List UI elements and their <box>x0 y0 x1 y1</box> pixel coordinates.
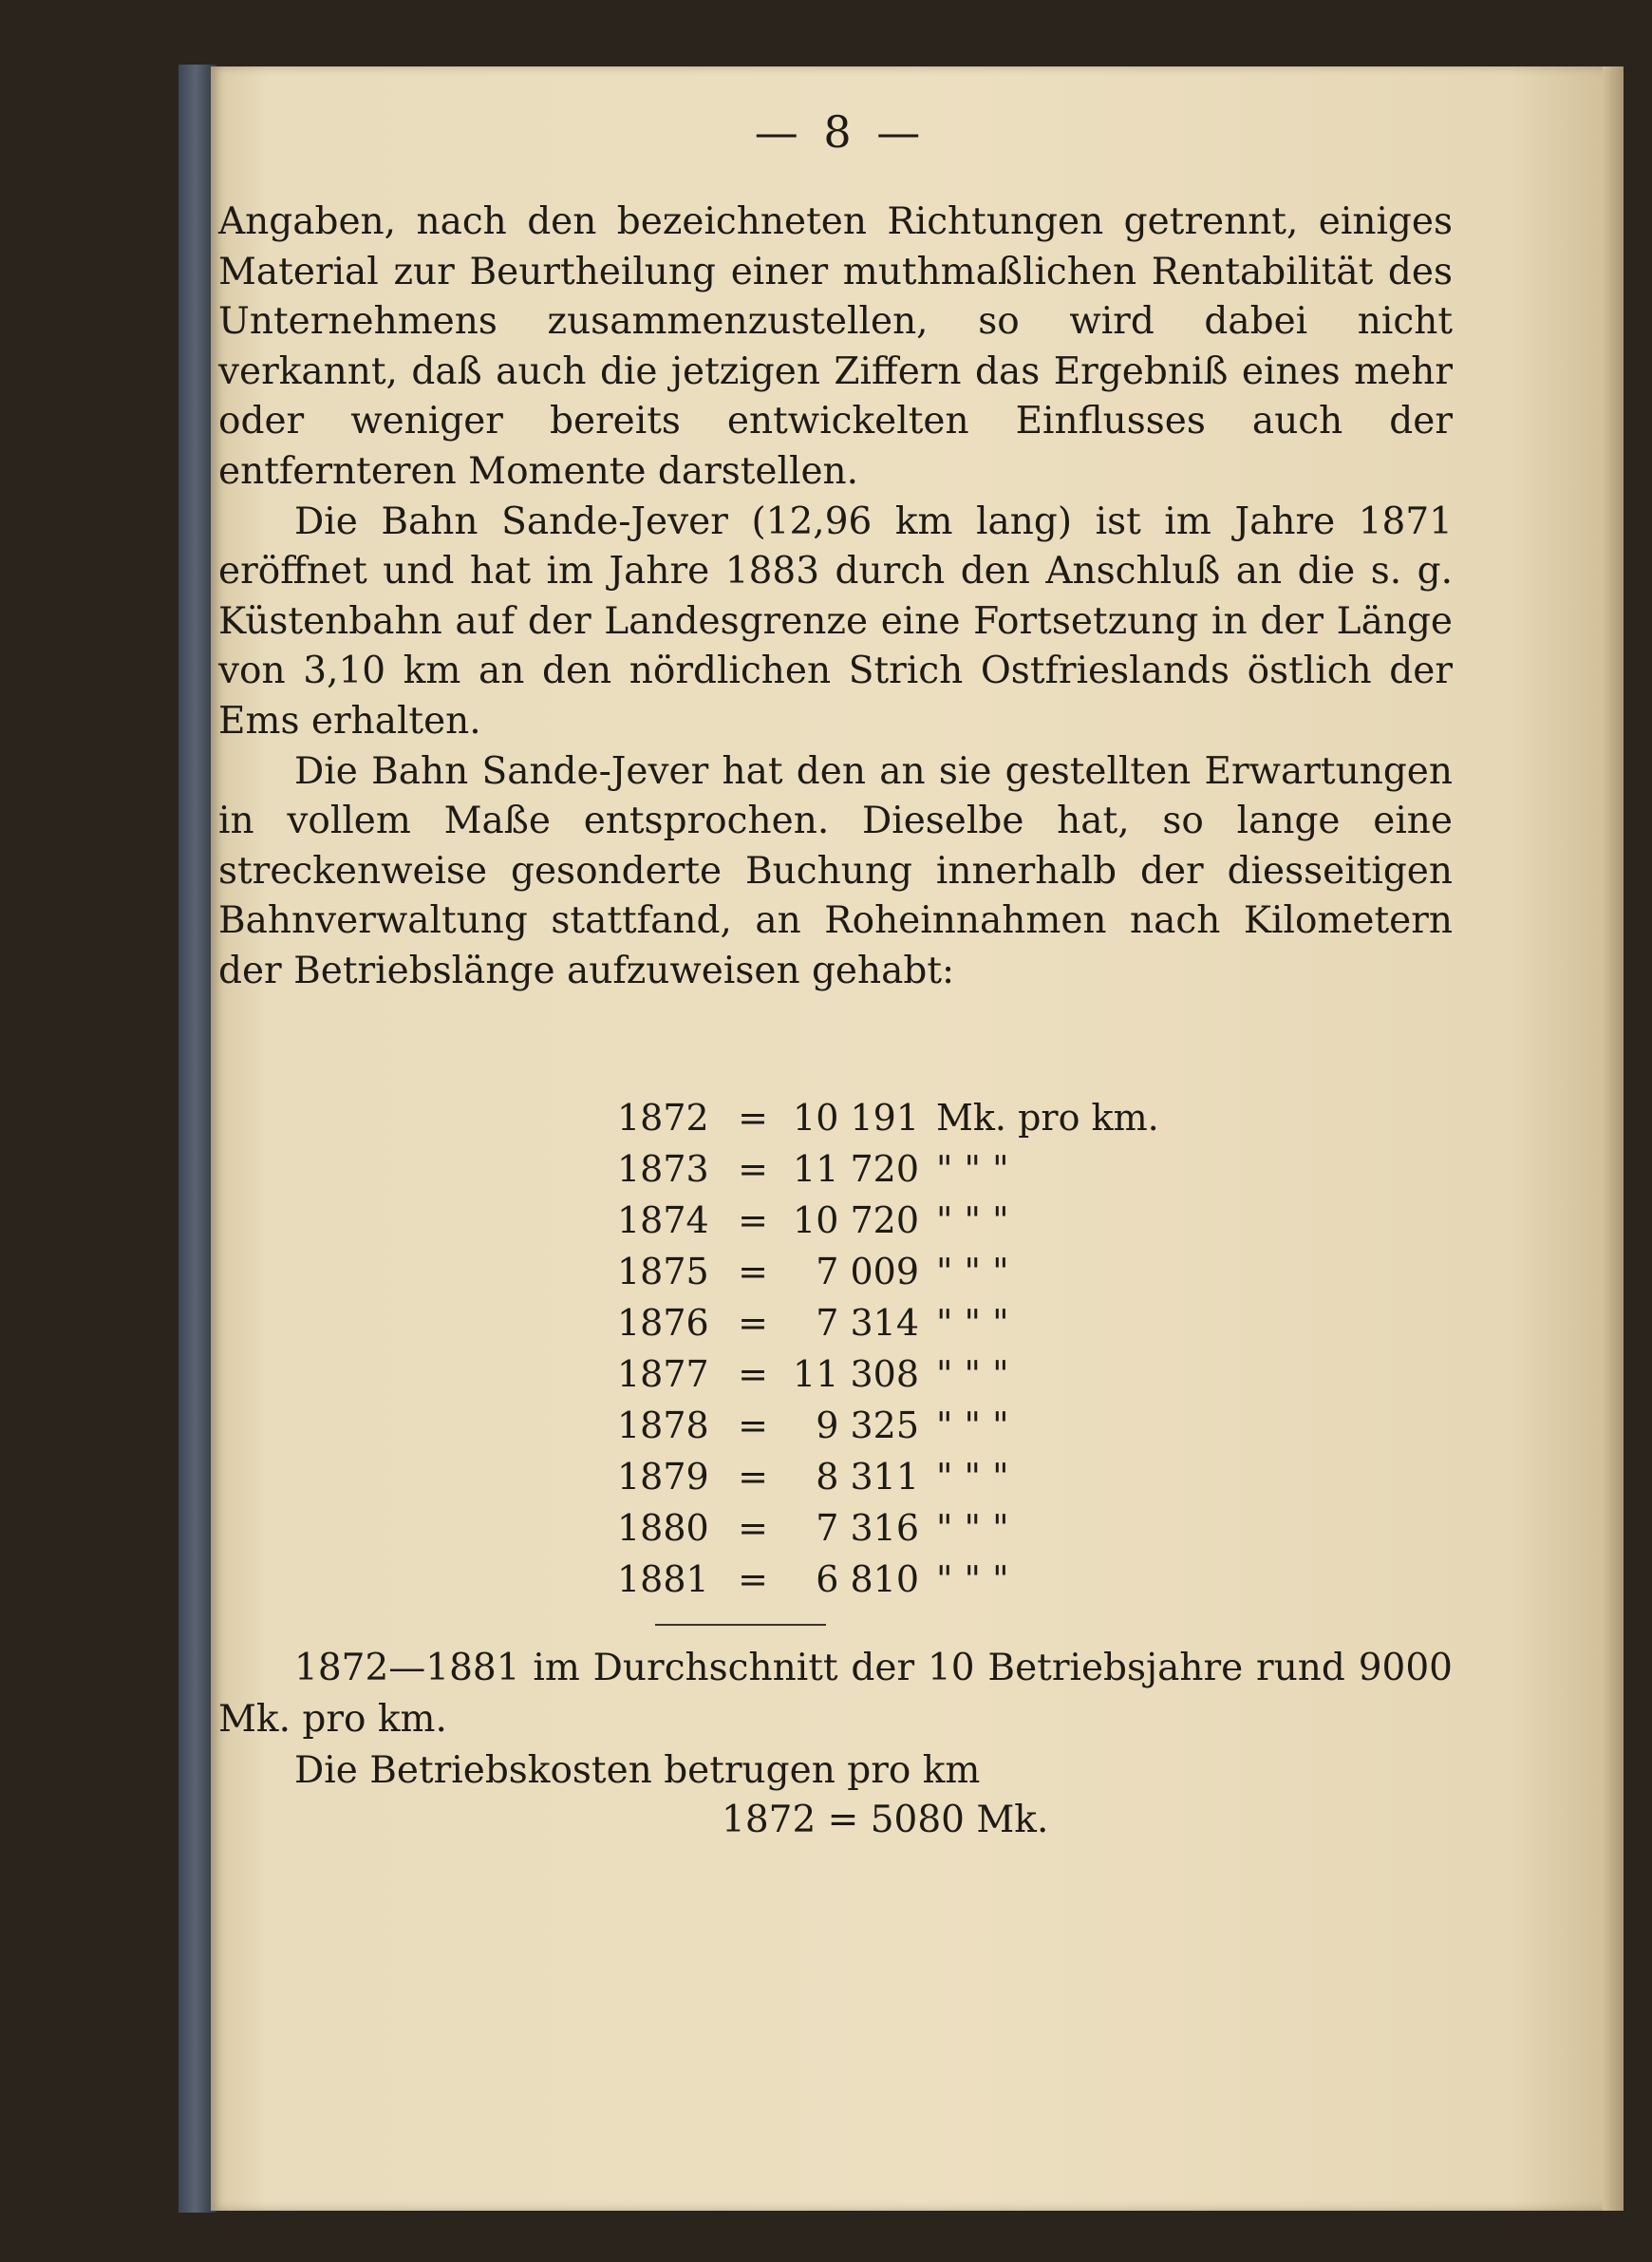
paragraph-3: Die Bahn Sande-Jever hat den an sie gestellten Erwartungen in vollem Maße entsprochen. Dieselbe hat, so lange eine streckenweise gesonderte Buchung innerhalb der diesseitigen Bahnverwaltung stattfand, an Roheinnahmen nach Kilometern der Betriebslänge aufzuweisen gehabt: <box>218 749 1453 992</box>
row-value: 7 009 <box>816 1251 919 1292</box>
row-unit: " " " <box>936 1456 1009 1498</box>
row-year: 1877 <box>617 1353 709 1395</box>
row-value: 10 720 <box>793 1199 919 1241</box>
row-equals: = <box>738 1302 768 1344</box>
row-year: 1879 <box>617 1456 709 1498</box>
table-row <box>617 1195 1206 1246</box>
row-year: 1876 <box>617 1302 709 1344</box>
table-row <box>617 1348 1206 1400</box>
revenue-table <box>617 1092 1206 1605</box>
row-year: 1880 <box>617 1507 709 1549</box>
row-unit: " " " <box>936 1353 1009 1395</box>
table-row <box>617 1297 1206 1348</box>
table-row <box>617 1554 1206 1605</box>
summary-paragraph: 1872—1881 im Durchschnitt der 10 Betriebsjahre rund 9000 Mk. pro km. <box>218 1647 1453 1741</box>
after-table-text <box>218 1643 1453 1797</box>
row-year: 1881 <box>617 1558 709 1600</box>
row-unit: " " " <box>936 1558 1009 1600</box>
row-value: 10 191 <box>793 1097 919 1139</box>
row-unit: " " " <box>936 1302 1009 1344</box>
row-unit: " " " <box>936 1251 1009 1292</box>
page-gutter <box>1603 66 1624 2211</box>
table-row <box>617 1400 1206 1451</box>
row-year: 1874 <box>617 1199 709 1241</box>
row-equals: = <box>738 1251 768 1292</box>
row-value: 7 316 <box>816 1507 919 1549</box>
table-sum-rule <box>655 1624 826 1626</box>
table-row <box>617 1092 1206 1143</box>
paragraph-2: Die Bahn Sande-Jever (12,96 km lang) ist im Jahre 1871 eröffnet und hat im Jahre 1883 durch den Anschluß an die s. g. Küstenbahn auf der Landesgrenze eine Fortsetzung in der Länge von 3,10 km an den nördlichen Strich Ostfrieslands östlich der Ems erhalten. <box>218 500 1453 743</box>
body-text <box>218 198 1453 997</box>
row-unit: " " " <box>936 1404 1009 1446</box>
row-year: 1873 <box>617 1148 709 1190</box>
row-equals: = <box>738 1097 768 1139</box>
row-unit: " " " <box>936 1507 1009 1549</box>
row-value: 11 308 <box>793 1353 919 1395</box>
row-equals: = <box>738 1148 768 1190</box>
row-equals: = <box>738 1507 768 1549</box>
costs-intro: Die Betriebskosten betrugen pro km <box>294 1749 981 1792</box>
table-row <box>617 1451 1206 1502</box>
row-year: 1878 <box>617 1404 709 1446</box>
row-year: 1875 <box>617 1251 709 1292</box>
row-equals: = <box>738 1456 768 1498</box>
row-equals: = <box>738 1353 768 1395</box>
row-equals: = <box>738 1404 768 1446</box>
row-year: 1872 <box>617 1097 709 1139</box>
row-value: 9 325 <box>816 1404 919 1446</box>
row-equals: = <box>738 1199 768 1241</box>
row-unit: Mk. pro km. <box>936 1097 1159 1139</box>
row-unit: " " " <box>936 1199 1009 1241</box>
costs-line: 1872 = 5080 Mk. <box>722 1799 1049 1841</box>
table-row <box>617 1143 1206 1195</box>
row-value: 6 810 <box>816 1558 919 1600</box>
row-equals: = <box>738 1558 768 1600</box>
row-value: 11 720 <box>793 1148 919 1190</box>
paragraph-1: Angaben, nach den bezeichneten Richtungen getrennt, einiges Material zur Beurtheilung einer muthmaßlichen Rentabilität des Unternehmens zusammenzustellen, so wird dabei nicht verkannt, daß auch die jetzigen Ziffern das Ergebniß eines mehr oder weniger bereits entwickelten Einflusses auch der entfernteren Momente darstellen. <box>218 200 1453 493</box>
page-number: — 8 — <box>754 106 927 158</box>
table-row <box>617 1502 1206 1554</box>
row-value: 7 314 <box>816 1302 919 1344</box>
table-row <box>617 1246 1206 1297</box>
row-value: 8 311 <box>816 1456 919 1498</box>
row-unit: " " " <box>936 1148 1009 1190</box>
